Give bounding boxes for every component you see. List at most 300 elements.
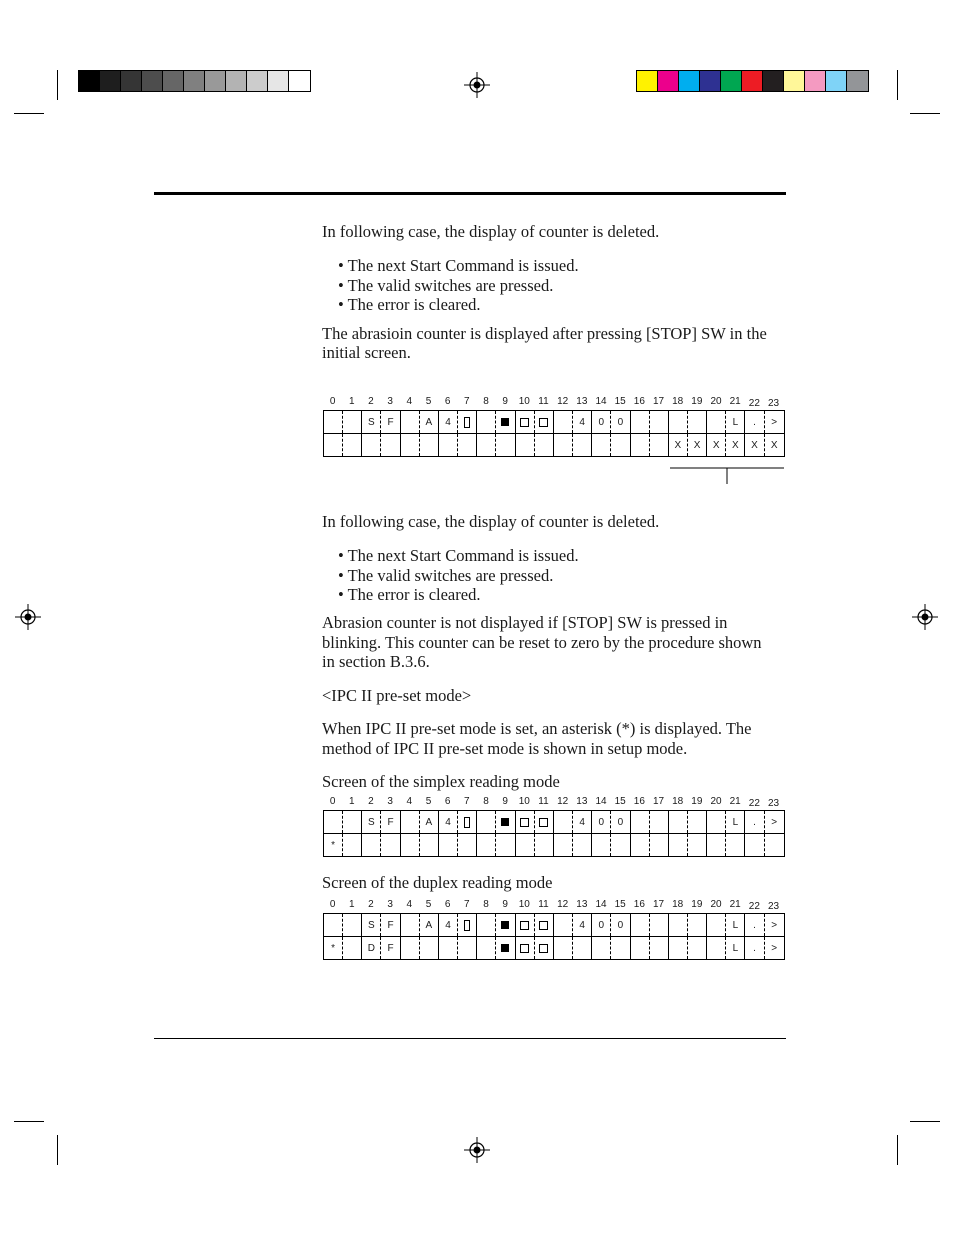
column-index: 20: [710, 899, 722, 910]
lcd-cell: A: [420, 811, 439, 833]
column-index: 17: [652, 796, 665, 807]
lcd-cell: [554, 937, 573, 959]
lcd-cell: [343, 834, 362, 856]
deletion-conditions-list: [338, 546, 579, 605]
lcd-cell: [420, 834, 439, 856]
empty-square-icon: [539, 921, 548, 930]
column-index: 1: [349, 899, 355, 910]
lcd-cell: F: [381, 811, 400, 833]
lcd-cell: F: [381, 411, 400, 433]
lcd-cell: [496, 834, 515, 856]
lcd-cell: [516, 914, 535, 936]
lcd-cell: 4: [573, 914, 592, 936]
lcd-cell: [554, 834, 573, 856]
lcd-cell: [496, 914, 515, 936]
column-index: 8: [483, 796, 489, 807]
lcd-cell: [650, 914, 669, 936]
lcd-cell: [362, 834, 381, 856]
lcd-cell: [381, 834, 400, 856]
column-index: 22: [748, 901, 760, 912]
color-swatch: [847, 71, 868, 91]
deletion-conditions-list: [338, 256, 579, 315]
column-index: 23: [767, 398, 780, 409]
column-index: 12: [557, 396, 569, 407]
column-index: 8: [483, 899, 489, 910]
lcd-cell: [669, 411, 688, 433]
lcd-cell: [343, 937, 362, 959]
lcd-diagram-duplex: [323, 899, 785, 960]
lcd-cell: [516, 834, 535, 856]
lcd-cell: [592, 834, 611, 856]
lcd-cell: [439, 434, 458, 456]
lcd-cell: [688, 914, 707, 936]
column-index: 5: [425, 796, 432, 807]
lcd-cell: [688, 811, 707, 833]
column-index: 10: [518, 796, 530, 807]
lcd-cell: L: [726, 937, 745, 959]
column-index: 5: [425, 899, 432, 910]
empty-square-icon: [520, 944, 529, 953]
color-swatch: [721, 71, 742, 91]
lcd-cell: 0: [592, 411, 611, 433]
blinking-paragraph-line: in section B.3.6.: [322, 652, 430, 671]
lcd-cell: [554, 411, 573, 433]
lcd-row: [324, 811, 784, 833]
header-rule: [154, 192, 786, 195]
color-swatch: [826, 71, 847, 91]
lcd-cell: [707, 937, 726, 959]
column-index: 4: [406, 796, 413, 807]
lcd-cell: X: [726, 434, 745, 456]
lcd-cell: [535, 914, 554, 936]
lcd-cell: .: [745, 811, 764, 833]
lcd-cell: 0: [611, 811, 630, 833]
filled-square-icon: [501, 818, 509, 826]
color-swatch: [742, 71, 763, 91]
counter-bracket: [670, 466, 786, 486]
lcd-cell: [707, 411, 726, 433]
lcd-cell: [611, 834, 630, 856]
empty-square-icon: [520, 818, 529, 827]
lcd-row: [324, 833, 784, 856]
bar-glyph-icon: [464, 417, 470, 428]
lcd-cell: [554, 811, 573, 833]
simplex-caption: Screen of the simplex reading mode: [322, 772, 560, 791]
column-index: 10: [518, 899, 530, 910]
ipc-heading: <IPC II pre-set mode>: [322, 686, 472, 705]
lcd-diagram-abrasion: [323, 396, 785, 457]
lcd-row: [324, 411, 784, 433]
lcd-cell: X: [745, 434, 764, 456]
lcd-cell: [707, 834, 726, 856]
list-item: • The valid switches are pressed.: [338, 275, 554, 295]
abrasion-paragraph-line: The abrasioin counter is displayed after pressing [STOP] SW in the: [322, 324, 767, 343]
column-index: 14: [595, 899, 607, 910]
empty-square-icon: [539, 818, 548, 827]
lcd-cell: [650, 834, 669, 856]
color-swatch: [163, 71, 184, 91]
column-index: 1: [349, 796, 355, 807]
lcd-cell: [324, 811, 343, 833]
registration-mark-icon: [464, 72, 490, 98]
column-index: 19: [691, 396, 703, 407]
lcd-cell: >: [771, 816, 778, 828]
lcd-cell: .: [745, 411, 764, 433]
lcd-cell: [573, 434, 592, 456]
list-item: • The error is cleared.: [338, 295, 481, 314]
lcd-cell: [477, 834, 496, 856]
column-index: 23: [767, 798, 780, 809]
column-index: 0: [329, 796, 336, 807]
lcd-cell: [688, 411, 707, 433]
lcd-cell: [496, 434, 515, 456]
lcd-row: [324, 914, 784, 936]
registration-mark-icon: [15, 604, 41, 630]
color-swatch: [637, 71, 658, 91]
lcd-cell: [420, 434, 439, 456]
lcd-cell: L: [726, 411, 745, 433]
lcd-cell: [765, 834, 784, 856]
lcd-cell: [324, 914, 343, 936]
lcd-row: [324, 936, 784, 959]
lcd-cell: [592, 937, 611, 959]
ipc-paragraph-line: method of IPC II pre-set mode is shown in setup mode.: [322, 739, 688, 758]
lcd-cell: *: [324, 937, 343, 959]
crop-mark: [897, 70, 898, 100]
lcd-cell: X: [669, 434, 688, 456]
lcd-cell: S: [362, 914, 381, 936]
lcd-cell: [458, 811, 477, 833]
column-index: 17: [652, 396, 665, 407]
lcd-cell: [477, 411, 496, 433]
lcd-cell: [650, 937, 669, 959]
lcd-cell: [650, 811, 669, 833]
column-index: 6: [444, 899, 451, 910]
lcd-row: [324, 433, 784, 456]
color-swatch: [121, 71, 142, 91]
empty-square-icon: [539, 418, 548, 427]
lcd-cell: [745, 834, 764, 856]
column-index: 22: [748, 798, 760, 809]
column-index: 2: [368, 796, 374, 807]
lcd-cell: [631, 914, 650, 936]
lcd-cell: 0: [592, 811, 611, 833]
column-index: 7: [464, 796, 470, 807]
lcd-cell: [516, 811, 535, 833]
column-index: 2: [368, 396, 374, 407]
column-index: 2: [368, 899, 374, 910]
bar-glyph-icon: [464, 817, 470, 828]
lcd-cell: [516, 411, 535, 433]
lcd-cell: [707, 811, 726, 833]
registration-mark-icon: [464, 1137, 490, 1163]
filled-square-icon: [501, 921, 509, 929]
color-swatch: [100, 71, 121, 91]
column-index-row: [323, 396, 785, 410]
lcd-cell: [669, 834, 688, 856]
lcd-cell: X: [707, 434, 726, 456]
lcd-cell: [535, 434, 554, 456]
lcd-cell: [650, 411, 669, 433]
list-item: • The next Start Command is issued.: [338, 256, 579, 275]
list-item: • The next Start Command is issued.: [338, 546, 579, 565]
color-swatch: [679, 71, 700, 91]
column-index-row: [323, 796, 785, 810]
color-swatch: [142, 71, 163, 91]
column-index: 11: [538, 796, 549, 807]
column-index: 12: [557, 796, 569, 807]
column-index: 3: [387, 796, 393, 807]
column-index: 10: [518, 396, 530, 407]
lcd-cell: [516, 937, 535, 959]
column-index: 16: [633, 899, 645, 910]
crop-mark: [14, 113, 44, 114]
column-index: 4: [406, 899, 413, 910]
column-index: 6: [444, 796, 451, 807]
column-index: 3: [387, 899, 393, 910]
crop-mark: [57, 1135, 58, 1165]
color-swatch: [289, 71, 310, 91]
crop-mark: [910, 1121, 940, 1122]
lcd-cell: [535, 411, 554, 433]
lcd-cell: [573, 937, 592, 959]
lcd-cell: 0: [611, 411, 630, 433]
lcd-cell: [401, 811, 420, 833]
lcd-cell: [401, 834, 420, 856]
lcd-cell: X: [770, 439, 778, 451]
blinking-paragraph-line: blinking. This counter can be reset to zero by the procedure shown: [322, 633, 762, 652]
lcd-cell: *: [324, 834, 343, 856]
column-index: 1: [349, 396, 355, 407]
lcd-grid: [323, 810, 785, 857]
lcd-cell: [707, 914, 726, 936]
lcd-cell: [573, 834, 592, 856]
column-index: 3: [387, 396, 393, 407]
lcd-cell: [401, 914, 420, 936]
lcd-cell: [458, 914, 477, 936]
lcd-cell: [554, 914, 573, 936]
column-index: 22: [748, 398, 760, 409]
lcd-cell: [401, 937, 420, 959]
column-index: 21: [729, 396, 741, 407]
lcd-cell: [611, 937, 630, 959]
column-index: 4: [406, 396, 413, 407]
color-swatch: [805, 71, 826, 91]
lcd-cell: [458, 937, 477, 959]
list-item: • The valid switches are pressed.: [338, 565, 554, 585]
gray-calibration-bar: [78, 70, 311, 92]
blinking-paragraph-line: Abrasion counter is not displayed if [STOP] SW is pressed in: [322, 613, 728, 632]
color-swatch: [763, 71, 784, 91]
lcd-cell: [458, 411, 477, 433]
lcd-grid: [323, 410, 785, 457]
column-index: 11: [538, 899, 549, 910]
column-index: 15: [614, 396, 626, 407]
lcd-cell: 4: [573, 411, 592, 433]
lcd-cell: [669, 937, 688, 959]
column-index: 21: [729, 796, 741, 807]
footer-rule: [154, 1038, 786, 1039]
lcd-cell: A: [420, 914, 439, 936]
column-index: 13: [576, 796, 588, 807]
duplex-caption: Screen of the duplex reading mode: [322, 873, 553, 892]
lcd-cell: [401, 434, 420, 456]
lcd-cell: [688, 937, 707, 959]
abrasion-paragraph-line: initial screen.: [322, 343, 411, 362]
lcd-cell: 0: [611, 914, 630, 936]
empty-square-icon: [539, 944, 548, 953]
lcd-cell: 4: [439, 411, 458, 433]
lcd-cell: .: [745, 914, 764, 936]
lcd-cell: [381, 434, 400, 456]
lcd-cell: 4: [573, 811, 592, 833]
lcd-cell: [420, 937, 439, 959]
lcd-diagram-simplex: [323, 796, 785, 857]
column-index: 9: [502, 396, 508, 407]
column-index: 14: [595, 796, 607, 807]
lcd-cell: [631, 411, 650, 433]
lcd-cell: [343, 914, 362, 936]
lcd-cell: [535, 811, 554, 833]
lcd-cell: 0: [592, 914, 611, 936]
lcd-cell: X: [688, 434, 707, 456]
lcd-cell: [611, 434, 630, 456]
filled-square-icon: [501, 418, 509, 426]
column-index: 16: [633, 396, 645, 407]
lcd-cell: 4: [439, 914, 458, 936]
lcd-cell: [343, 434, 362, 456]
lcd-cell: [324, 434, 343, 456]
crop-mark: [57, 70, 58, 100]
lcd-grid: [323, 913, 785, 960]
lcd-cell: >: [771, 942, 778, 954]
column-index: 15: [614, 899, 626, 910]
column-index: 7: [464, 396, 470, 407]
lcd-cell: [631, 937, 650, 959]
color-swatch: [784, 71, 805, 91]
column-index: 18: [672, 796, 684, 807]
column-index: 14: [595, 396, 607, 407]
lcd-cell: [726, 834, 745, 856]
lcd-cell: [343, 811, 362, 833]
lcd-cell: [516, 434, 535, 456]
lcd-cell: S: [362, 811, 381, 833]
column-index: 20: [710, 796, 722, 807]
lcd-cell: L: [726, 811, 745, 833]
lcd-cell: [458, 434, 477, 456]
color-swatch: [700, 71, 721, 91]
lcd-cell: [669, 914, 688, 936]
crop-mark: [14, 1121, 44, 1122]
lcd-cell: [631, 811, 650, 833]
list-item: • The error is cleared.: [338, 585, 481, 604]
crop-mark: [897, 1135, 898, 1165]
color-swatch: [79, 71, 100, 91]
color-swatch: [247, 71, 268, 91]
bar-glyph-icon: [464, 920, 470, 931]
lcd-cell: [439, 937, 458, 959]
column-index: 13: [576, 396, 588, 407]
lcd-cell: D: [362, 937, 381, 959]
column-index: 5: [425, 396, 432, 407]
column-index: 6: [444, 396, 451, 407]
lcd-cell: .: [745, 937, 764, 959]
column-index: 21: [729, 899, 741, 910]
lcd-cell: [669, 811, 688, 833]
lcd-cell: [535, 834, 554, 856]
empty-square-icon: [520, 921, 529, 930]
column-index: 0: [329, 899, 336, 910]
lcd-cell: [477, 434, 496, 456]
lcd-cell: >: [771, 919, 778, 931]
filled-square-icon: [501, 944, 509, 952]
empty-square-icon: [520, 418, 529, 427]
lcd-cell: [439, 834, 458, 856]
lcd-cell: A: [420, 411, 439, 433]
column-index: 13: [576, 899, 588, 910]
lcd-cell: [631, 434, 650, 456]
column-index: 12: [557, 899, 569, 910]
column-index: 7: [464, 899, 470, 910]
column-index: 23: [767, 901, 780, 912]
column-index-row: [323, 899, 785, 913]
lcd-cell: [496, 937, 515, 959]
column-index: 18: [672, 396, 684, 407]
lcd-cell: [631, 834, 650, 856]
column-index: 0: [329, 396, 336, 407]
lcd-cell: 4: [439, 811, 458, 833]
lcd-cell: [458, 834, 477, 856]
color-swatch: [226, 71, 247, 91]
lcd-cell: [477, 937, 496, 959]
color-swatch: [205, 71, 226, 91]
column-index: 19: [691, 899, 703, 910]
column-index: 9: [502, 899, 508, 910]
lcd-cell: >: [771, 416, 778, 428]
column-index: 8: [483, 396, 489, 407]
crop-mark: [910, 113, 940, 114]
color-calibration-bar: [636, 70, 869, 92]
lcd-cell: F: [381, 937, 400, 959]
lcd-cell: [554, 434, 573, 456]
lcd-cell: [496, 811, 515, 833]
column-index: 16: [633, 796, 645, 807]
column-index: 17: [652, 899, 665, 910]
lcd-cell: [535, 937, 554, 959]
lcd-cell: [688, 834, 707, 856]
lcd-cell: [324, 411, 343, 433]
lcd-cell: [477, 811, 496, 833]
column-index: 19: [691, 796, 703, 807]
color-swatch: [658, 71, 679, 91]
color-swatch: [184, 71, 205, 91]
lcd-cell: [343, 411, 362, 433]
deletion-intro: In following case, the display of counter is deleted.: [322, 512, 660, 531]
ipc-paragraph-line: When IPC II pre-set mode is set, an asterisk (*) is displayed. The: [322, 719, 752, 738]
lcd-cell: [477, 914, 496, 936]
column-index: 11: [538, 396, 549, 407]
deletion-intro: In following case, the display of counter is deleted.: [322, 222, 660, 241]
lcd-cell: F: [381, 914, 400, 936]
color-swatch: [268, 71, 289, 91]
lcd-cell: [650, 434, 669, 456]
column-index: 20: [710, 396, 722, 407]
lcd-cell: [592, 434, 611, 456]
lcd-cell: [496, 411, 515, 433]
lcd-cell: [401, 411, 420, 433]
lcd-cell: S: [362, 411, 381, 433]
column-index: 9: [502, 796, 508, 807]
